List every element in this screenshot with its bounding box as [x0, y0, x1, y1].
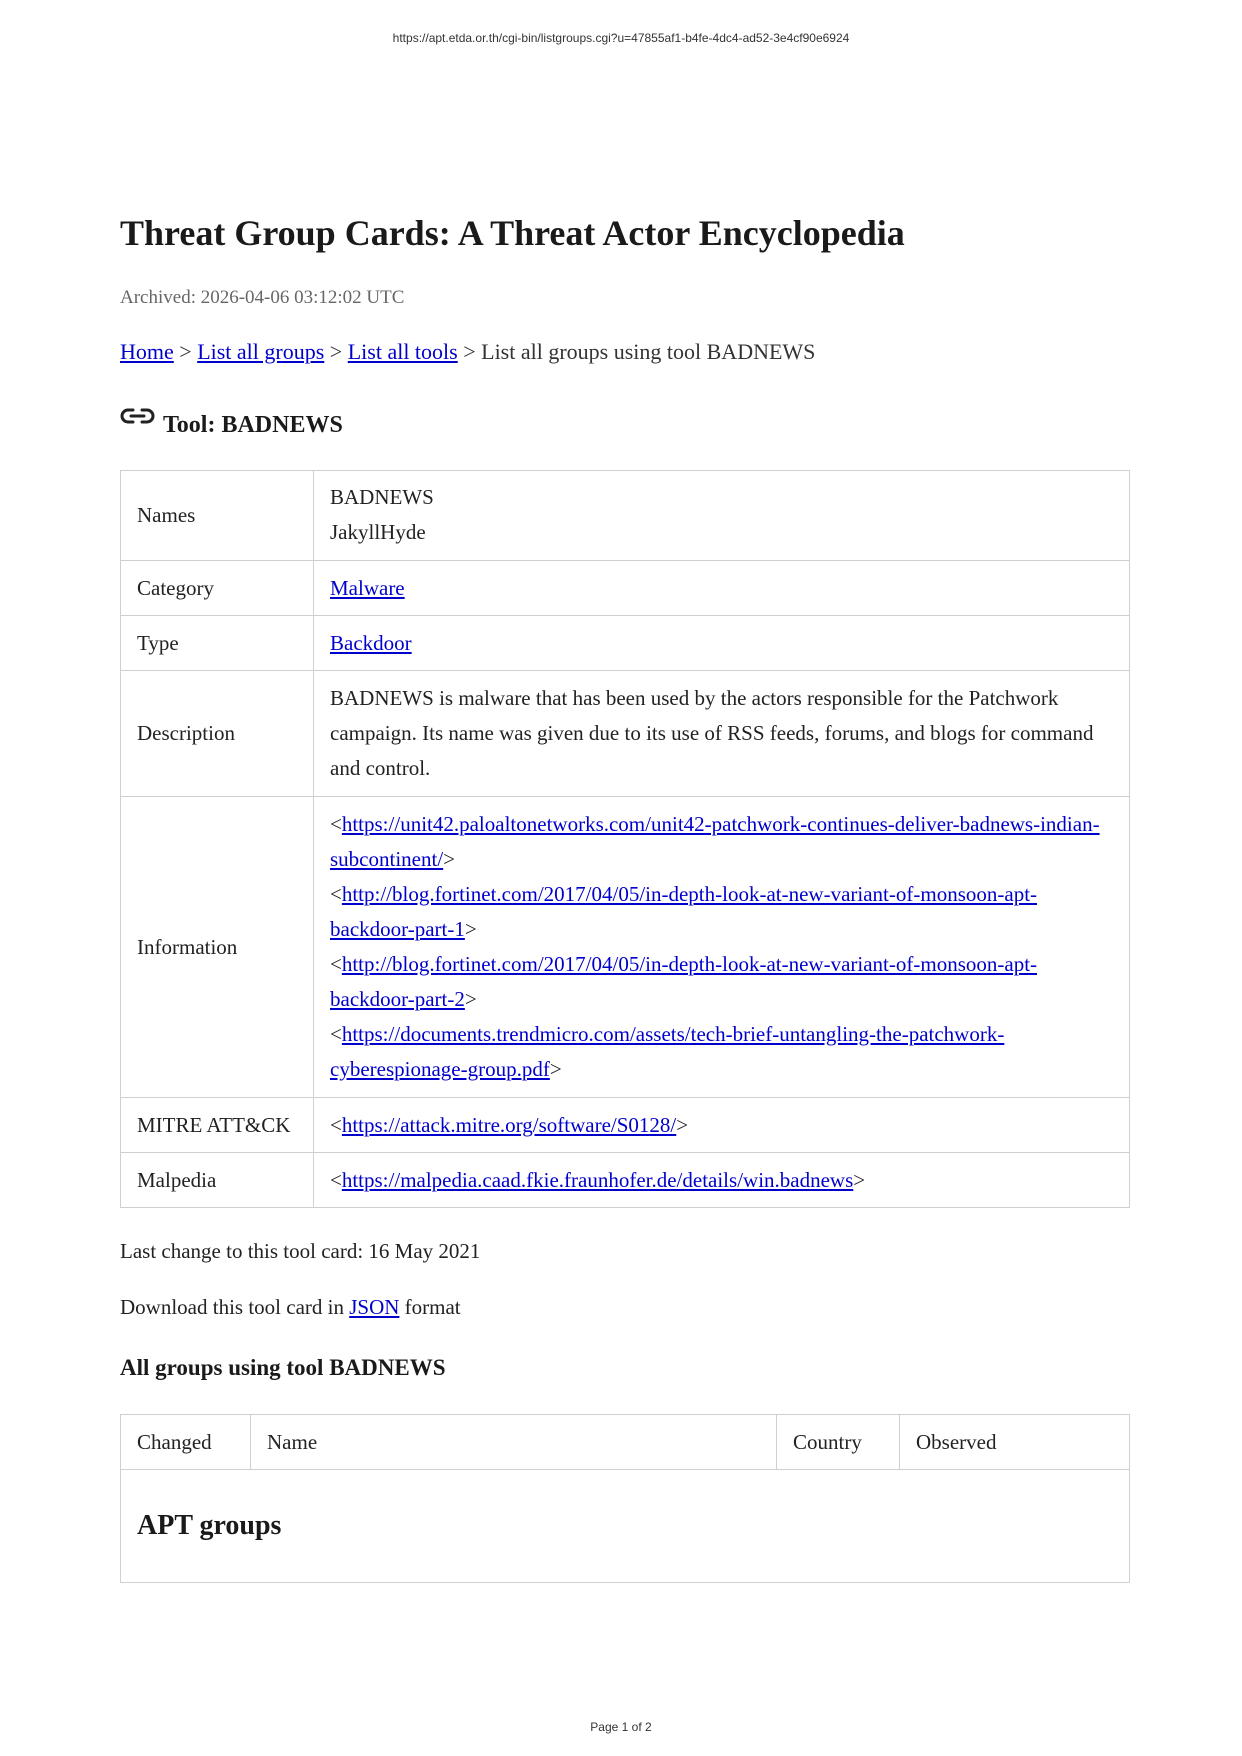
tool-card-table — [120, 470, 1130, 1208]
breadcrumb-home-link[interactable]: Home — [120, 339, 174, 364]
column-header-country[interactable]: Country — [777, 1415, 900, 1470]
breadcrumb-separator: > — [324, 339, 348, 364]
breadcrumb-current: > List all groups using tool BADNEWS — [457, 339, 816, 364]
info-link[interactable]: http://blog.fortinet.com/2017/04/05/in-depth-look-at-new-variant-of-monsoon-apt-backdoor-part-1 — [330, 881, 1038, 941]
tool-heading-text: Tool: BADNEWS — [163, 412, 343, 438]
name-item: JakyllHyde — [330, 520, 426, 544]
column-header-name[interactable]: Name — [251, 1415, 777, 1470]
breadcrumb-separator: > — [173, 339, 198, 364]
page-number: Page 1 of 2 — [590, 1720, 652, 1734]
name-item: BADNEWS — [330, 485, 434, 509]
column-header-observed[interactable]: Observed — [900, 1415, 1130, 1470]
json-download-link[interactable]: JSON — [349, 1295, 400, 1319]
info-item: <https://unit42.paloaltonetworks.com/unit42-patchwork-continues-deliver-badnews-indian-subcontinent/> — [330, 811, 1100, 871]
type-label: Type — [121, 616, 314, 671]
table-row — [121, 671, 1130, 797]
download-suffix: format — [399, 1295, 461, 1319]
names-value — [314, 471, 1130, 561]
last-change-text: Last change to this tool card: 16 May 2021 — [120, 1239, 481, 1263]
category-value — [314, 561, 1130, 616]
table-row — [121, 471, 1130, 561]
mitre-link[interactable]: https://attack.mitre.org/software/S0128/ — [341, 1112, 677, 1137]
table-row — [121, 561, 1130, 616]
download-text — [120, 1295, 461, 1320]
table-header-row — [121, 1415, 1130, 1470]
category-label: Category — [121, 561, 314, 616]
malpedia-label: Malpedia — [121, 1153, 314, 1208]
info-item: <https://documents.trendmicro.com/assets/tech-brief-untangling-the-patchwork-cyberespionage-group.pdf> — [330, 1021, 1005, 1081]
information-value — [314, 797, 1130, 1098]
info-item: <http://blog.fortinet.com/2017/04/05/in-depth-look-at-new-variant-of-monsoon-apt-backdoor-part-2> — [330, 951, 1038, 1011]
mitre-value: <https://attack.mitre.org/software/S0128/> — [314, 1098, 1130, 1153]
names-label: Names — [121, 471, 314, 561]
link-icon — [120, 404, 156, 428]
info-link[interactable]: https://documents.trendmicro.com/assets/tech-brief-untangling-the-patchwork-cyberespionage-group.pdf — [330, 1021, 1005, 1081]
mitre-label: MITRE ATT&CK — [121, 1098, 314, 1153]
information-label: Information — [121, 797, 314, 1098]
info-link[interactable]: https://unit42.paloaltonetworks.com/unit42-patchwork-continues-deliver-badnews-indian-subcontinent/ — [330, 811, 1100, 871]
column-header-changed[interactable]: Changed — [121, 1415, 251, 1470]
apt-groups-section: APT groups — [121, 1470, 1130, 1583]
breadcrumb — [120, 339, 815, 365]
category-link[interactable]: Malware — [330, 575, 405, 600]
description-label: Description — [121, 671, 314, 797]
type-link[interactable]: Backdoor — [330, 630, 412, 655]
table-row — [121, 1153, 1130, 1208]
page-url: https://apt.etda.or.th/cgi-bin/listgroups.cgi?u=47855af1-b4fe-4dc4-ad52-3e4cf90e6924 — [392, 31, 850, 45]
info-item: <http://blog.fortinet.com/2017/04/05/in-depth-look-at-new-variant-of-monsoon-apt-backdoor-part-1> — [330, 881, 1038, 941]
description-value: BADNEWS is malware that has been used by the actors responsible for the Patchwork campaign. Its name was given due to its use of RSS feeds, forums, and blogs for command and control. — [314, 671, 1130, 797]
table-row — [121, 797, 1130, 1098]
table-row — [121, 1098, 1130, 1153]
archived-timestamp: Archived: 2026-04-06 03:12:02 UTC — [120, 287, 405, 308]
groups-table — [120, 1414, 1130, 1583]
groups-heading: All groups using tool BADNEWS — [120, 1355, 446, 1380]
table-row — [121, 616, 1130, 671]
breadcrumb-tools-link[interactable]: List all tools — [347, 339, 458, 364]
malpedia-link[interactable]: https://malpedia.caad.fkie.fraunhofer.de/details/win.badnews — [341, 1167, 854, 1192]
page-title: Threat Group Cards: A Threat Actor Encyclopedia — [120, 213, 905, 253]
breadcrumb-groups-link[interactable]: List all groups — [197, 339, 325, 364]
malpedia-value: <https://malpedia.caad.fkie.fraunhofer.de/details/win.badnews> — [314, 1153, 1130, 1208]
download-prefix: Download this tool card in — [120, 1295, 350, 1319]
table-row — [121, 1470, 1130, 1583]
type-value — [314, 616, 1130, 671]
info-link[interactable]: http://blog.fortinet.com/2017/04/05/in-depth-look-at-new-variant-of-monsoon-apt-backdoor-part-2 — [330, 951, 1038, 1011]
